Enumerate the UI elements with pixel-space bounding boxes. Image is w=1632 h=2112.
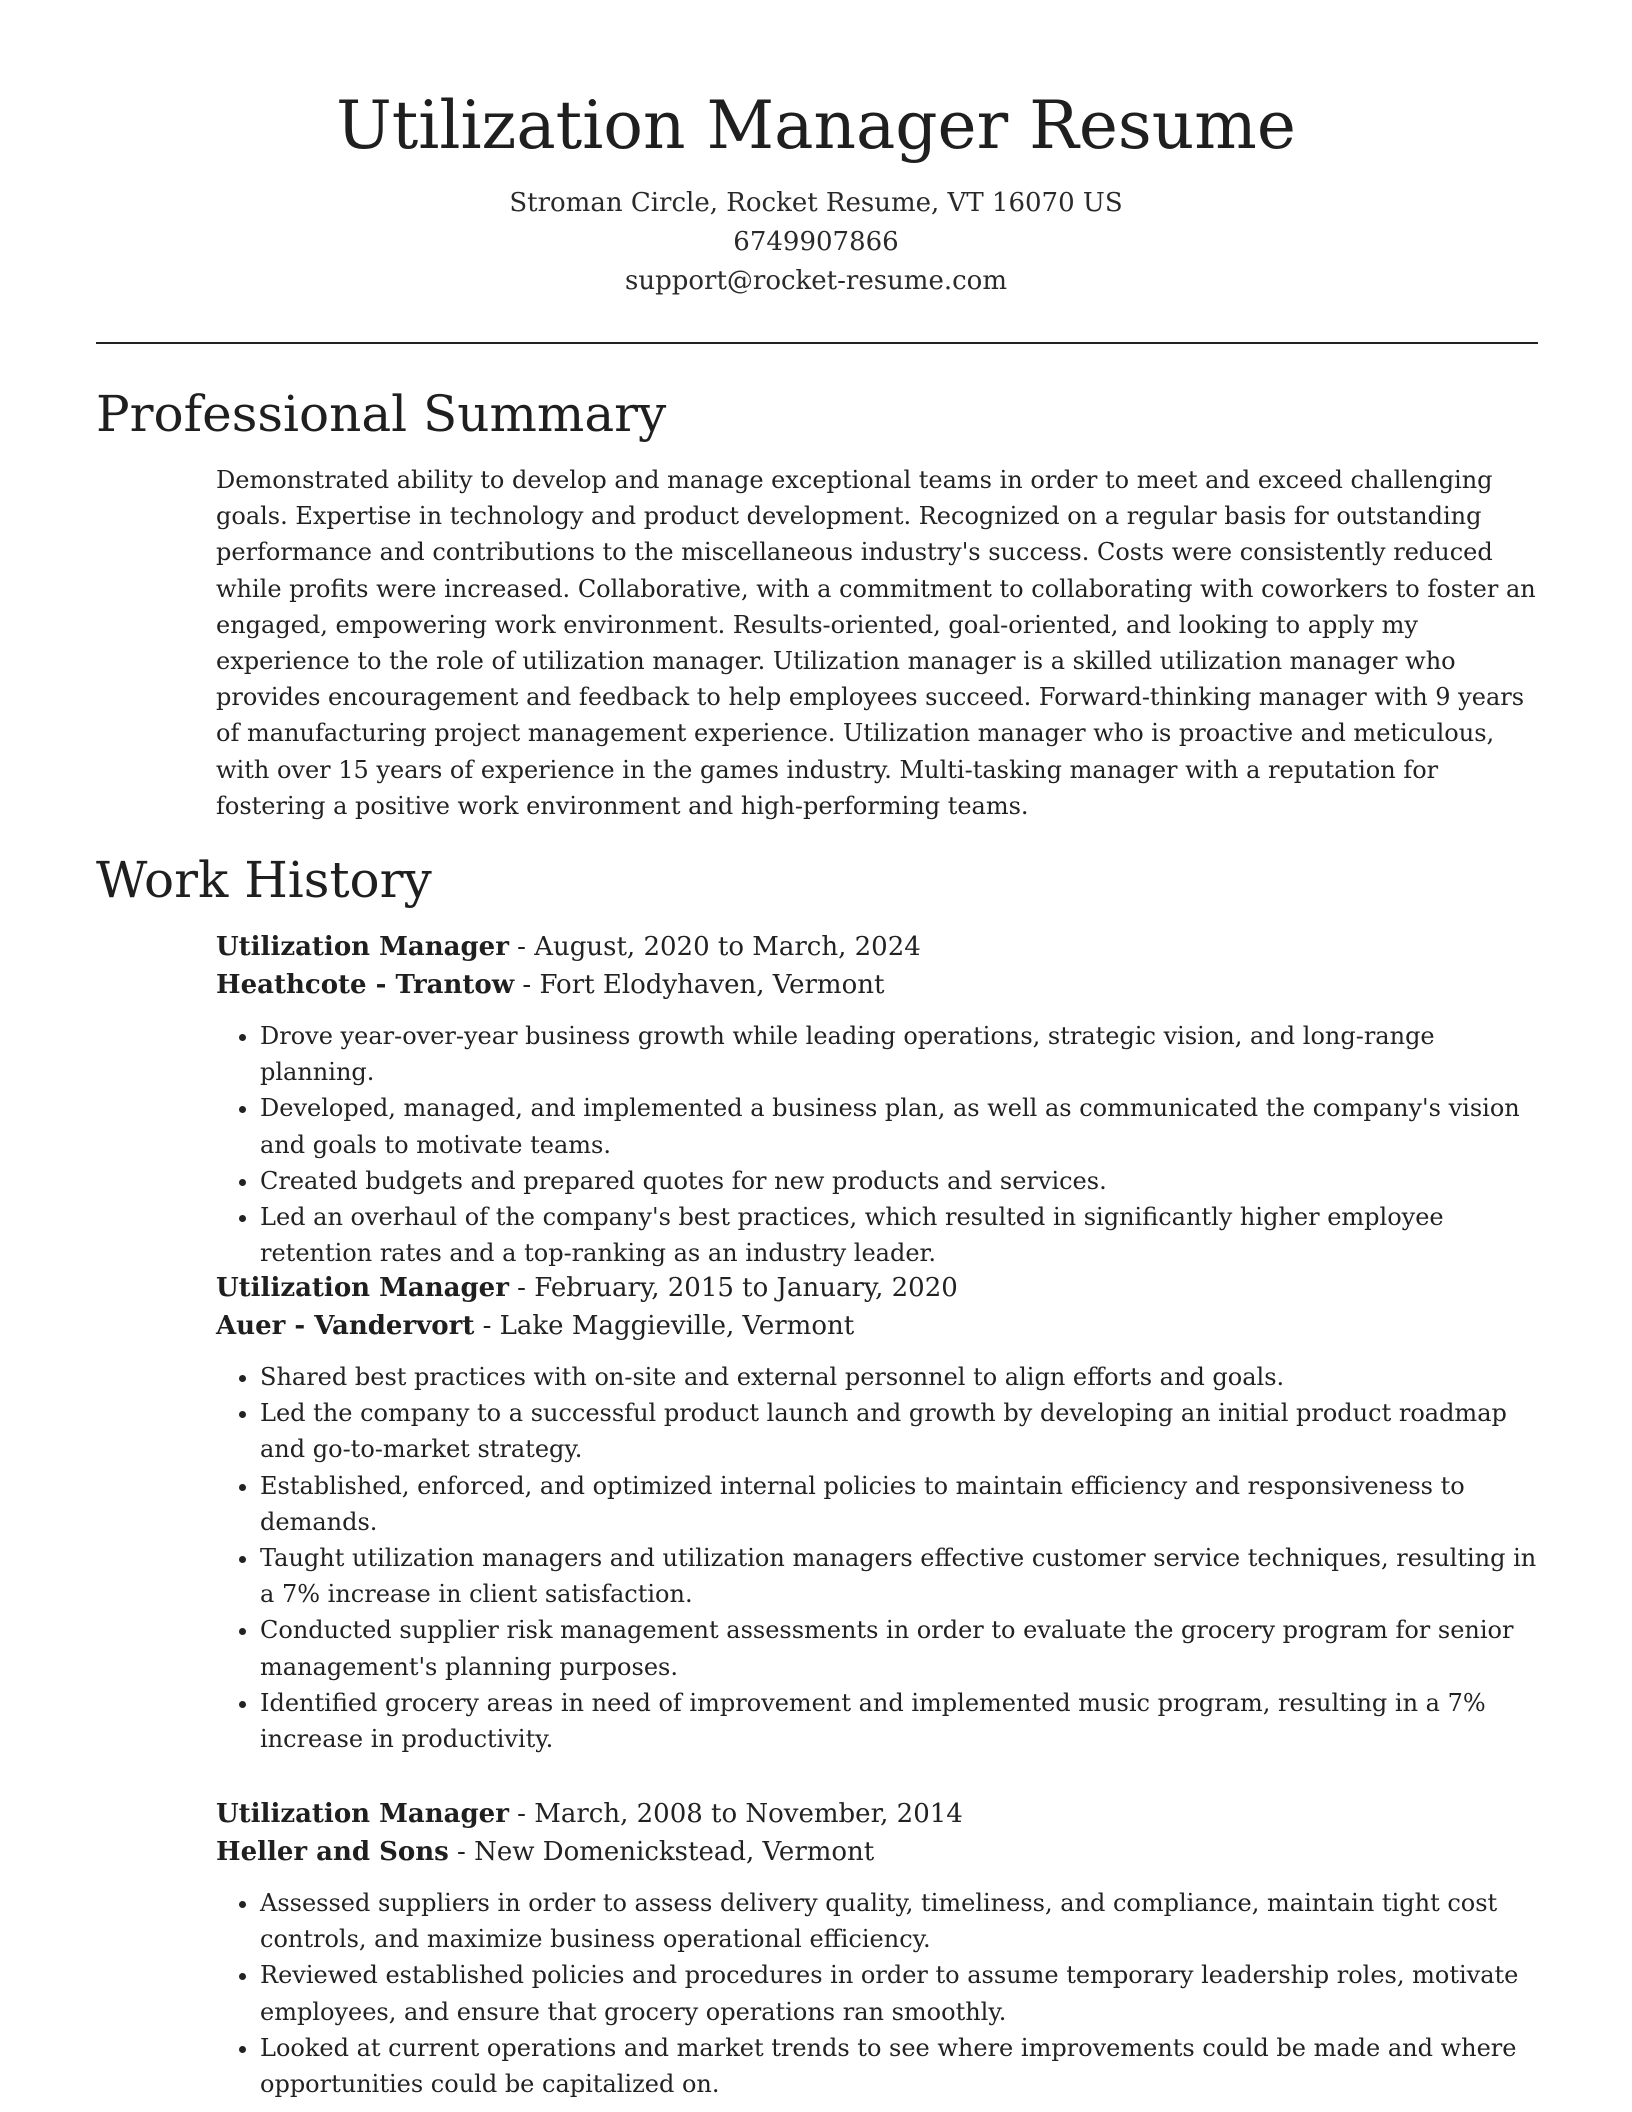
job-bullet: • Drove year-over-year business growth while leading operations, strategic vision, and long-range planning. <box>260 1018 1541 1090</box>
job-location: - Fort Elodyhaven, Vermont <box>514 970 885 1000</box>
resume-title: Utilization Manager Resume <box>336 87 1296 164</box>
job-company: Auer - Vandervort <box>216 1311 475 1341</box>
job-bullet: • Created budgets and prepared quotes for new products and services. <box>260 1163 1541 1199</box>
job-bullet: • Developed, managed, and implemented a business plan, as well as communicated the company's vision and goals to motivate teams. <box>260 1090 1541 1162</box>
job-dates: - August, 2020 to March, 2024 <box>508 932 921 962</box>
job-bullets <box>216 1018 1541 1271</box>
contact-block <box>0 184 1632 301</box>
job-bullets <box>216 1359 1541 1757</box>
summary-text: Demonstrated ability to develop and manage exceptional teams in order to meet and exceed challenging goals. Expertise in technology and product development. Recognized on a regular basis for outstanding performance and contributions to the miscellaneous industry's success. Costs were consistently reduced while profits were increased. Collaborative, with a commitment to collaborating with coworkers to foster an engaged, empowering work environment. Results-oriented, goal-oriented, and looking to apply my experience to the role of utilization manager. Utilization manager is a skilled utilization manager who provides encouragement and feedback to help employees succeed. Forward-thinking manager with 9 years of manufacturing project management experience. Utilization manager who is proactive and meticulous, with over 15 years of experience in the games industry. Multi-tasking manager with a reputation for fostering a positive work environment and high-performing teams. <box>216 466 1536 820</box>
job-role: Utilization Manager <box>216 932 509 962</box>
job-dates: - February, 2015 to January, 2020 <box>508 1273 958 1303</box>
job-dates: - March, 2008 to November, 2014 <box>508 1799 963 1829</box>
job-title-line <box>216 1269 1541 1307</box>
job-title-line <box>216 928 1541 966</box>
job-entry <box>216 1795 1541 2102</box>
job-location: - New Domenickstead, Vermont <box>448 1837 875 1867</box>
job-bullet: • Looked at current operations and market trends to see where improvements could be made and where opportunities could be capitalized on. <box>260 2030 1541 2102</box>
job-bullet: • Established, enforced, and optimized internal policies to maintain efficiency and responsiveness to demands. <box>260 1468 1541 1540</box>
resume-header <box>0 0 1632 301</box>
summary-heading: Professional Summary <box>96 385 667 443</box>
header-divider <box>96 342 1538 344</box>
job-company-line <box>216 1307 1541 1345</box>
job-company-line <box>216 1833 1541 1871</box>
job-bullet: • Shared best practices with on-site and external personnel to align efforts and goals. <box>260 1359 1541 1395</box>
job-entry <box>216 928 1541 1271</box>
job-bullet: • Led the company to a successful product launch and growth by developing an initial product roadmap and go-to-market strategy. <box>260 1395 1541 1467</box>
job-company: Heathcote - Trantow <box>216 970 515 1000</box>
job-role: Utilization Manager <box>216 1799 509 1829</box>
contact-address: Stroman Circle, Rocket Resume, VT 16070 US <box>509 188 1123 218</box>
job-title-line <box>216 1795 1541 1833</box>
job-bullet: • Conducted supplier risk management assessments in order to evaluate the grocery program for senior management's planning purposes. <box>260 1612 1541 1684</box>
job-bullets <box>216 1885 1541 2102</box>
contact-phone: 6749907866 <box>733 227 899 257</box>
job-company-line <box>216 966 1541 1004</box>
job-bullet: • Reviewed established policies and procedures in order to assume temporary leadership roles, motivate employees, and ensure that grocery operations ran smoothly. <box>260 1957 1541 2029</box>
job-company: Heller and Sons <box>216 1837 449 1867</box>
job-bullet: • Identified grocery areas in need of improvement and implemented music program, resulting in a 7% increase in productivity. <box>260 1685 1541 1757</box>
job-entry <box>216 1269 1541 1757</box>
work-history-heading: Work History <box>96 851 432 909</box>
job-role: Utilization Manager <box>216 1273 509 1303</box>
job-bullet: • Assessed suppliers in order to assess delivery quality, timeliness, and compliance, maintain tight cost controls, and maximize business operational efficiency. <box>260 1885 1541 1957</box>
job-bullet: • Taught utilization managers and utilization managers effective customer service techniques, resulting in a 7% increase in client satisfaction. <box>260 1540 1541 1612</box>
contact-email: support@rocket-resume.com <box>624 266 1007 296</box>
job-bullet: • Led an overhaul of the company's best practices, which resulted in significantly higher employee retention rates and a top-ranking as an industry leader. <box>260 1199 1541 1271</box>
job-location: - Lake Maggieville, Vermont <box>474 1311 855 1341</box>
